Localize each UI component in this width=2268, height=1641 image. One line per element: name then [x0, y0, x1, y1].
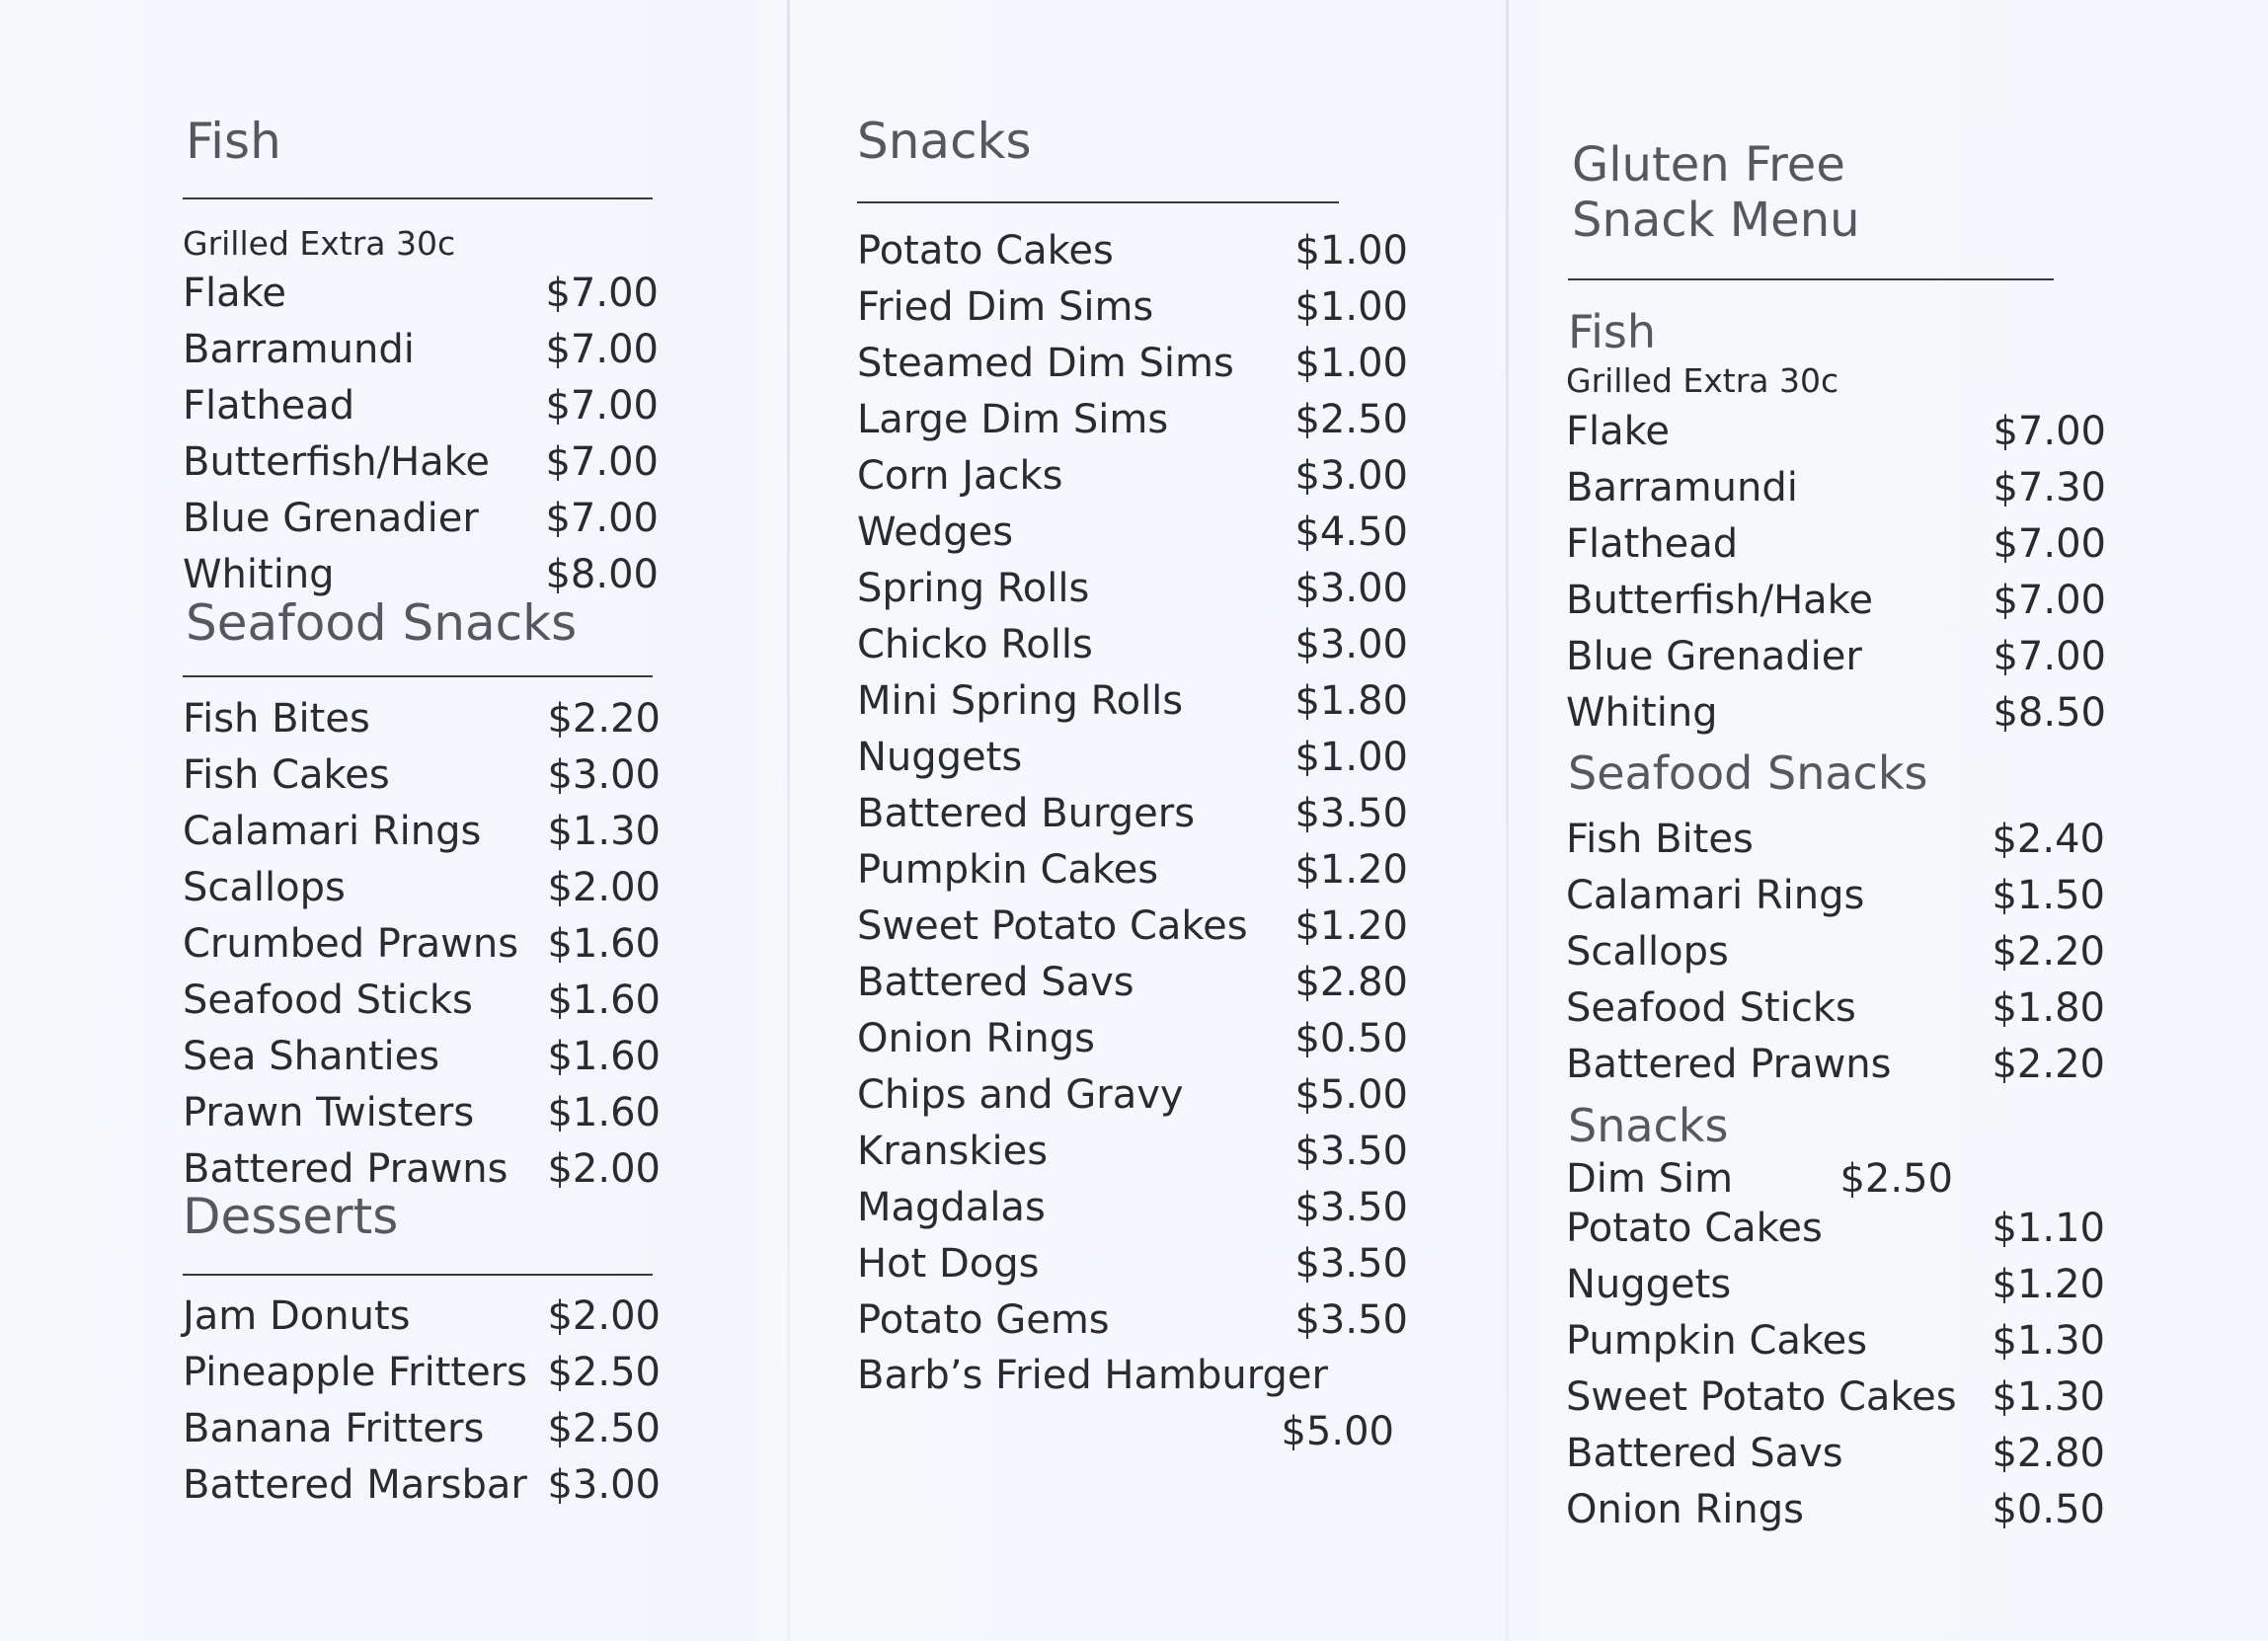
item-price: $2.00	[547, 1146, 661, 1192]
item-name: Potato Gems	[857, 1297, 1110, 1343]
item-name: Barb’s Fried Hamburger	[857, 1353, 1328, 1398]
item-name: Seafood Sticks	[1566, 985, 1856, 1031]
item-name: Flake	[1566, 409, 1670, 454]
item-price: $7.30	[1993, 465, 2106, 510]
item-name: Potato Cakes	[1566, 1206, 1823, 1251]
item-name: Spring Rolls	[857, 566, 1090, 611]
item-price: $2.20	[1992, 1042, 2105, 1087]
item-name: Flathead	[183, 383, 355, 429]
section-divider	[183, 675, 653, 677]
item-name: Magdalas	[857, 1185, 1046, 1230]
item-price: $1.00	[1294, 228, 1408, 274]
item-price: $7.00	[1993, 409, 2106, 454]
item-name: Chips and Gravy	[857, 1072, 1184, 1118]
section-title-fish-gf: Fish	[1568, 305, 1657, 358]
item-name: Barramundi	[183, 327, 415, 372]
item-name: Fish Cakes	[183, 752, 390, 798]
menu-title-line2: Snack Menu	[1572, 193, 1860, 248]
item-name: Banana Fritters	[183, 1406, 485, 1451]
item-price: $1.00	[1294, 284, 1408, 330]
section-divider	[1568, 278, 2054, 280]
item-name: Battered Marsbar	[183, 1462, 527, 1508]
item-name: Battered Savs	[1566, 1431, 1843, 1476]
item-price: $0.50	[1992, 1487, 2105, 1532]
item-price: $2.40	[1992, 817, 2105, 862]
item-price: $3.00	[1294, 622, 1408, 667]
item-price: $3.50	[1294, 1185, 1408, 1230]
item-name: Flathead	[1566, 521, 1739, 567]
item-name: Scallops	[183, 865, 346, 910]
item-name: Whiting	[183, 552, 335, 597]
item-name: Calamari Rings	[1566, 873, 1865, 918]
item-price: $8.50	[1993, 690, 2106, 736]
item-name: Prawn Twisters	[183, 1090, 475, 1135]
item-price: $1.60	[547, 1090, 661, 1135]
fold-line-right	[1506, 0, 1509, 1641]
item-price: $1.00	[1294, 735, 1408, 780]
item-price: $2.80	[1992, 1431, 2105, 1476]
item-price: $1.60	[547, 977, 661, 1023]
item-name: Pineapple Fritters	[183, 1350, 527, 1395]
item-name: Battered Burgers	[857, 791, 1196, 836]
item-price: $2.20	[547, 696, 661, 742]
item-price: $3.00	[1294, 566, 1408, 611]
item-name: Pumpkin Cakes	[857, 847, 1159, 893]
item-price: $7.00	[545, 439, 659, 485]
item-price: $3.50	[1294, 1129, 1408, 1174]
item-price: $5.00	[1281, 1409, 1394, 1454]
item-name: Barramundi	[1566, 465, 1798, 510]
item-name: Whiting	[1566, 690, 1718, 736]
item-price: $1.60	[547, 1034, 661, 1079]
section-title-snacks-gf: Snacks	[1568, 1099, 1729, 1152]
item-price: $5.00	[1294, 1072, 1408, 1118]
item-name: Onion Rings	[1566, 1487, 1804, 1532]
item-name: Large Dim Sims	[857, 397, 1169, 442]
section-divider	[183, 197, 653, 199]
section-title-seafood-snacks: Seafood Snacks	[186, 594, 578, 652]
section-title-snacks: Snacks	[857, 113, 1032, 170]
item-name: Jam Donuts	[183, 1293, 411, 1339]
item-price: $7.00	[545, 327, 659, 372]
item-name: Nuggets	[1566, 1262, 1732, 1307]
item-name: Blue Grenadier	[1566, 634, 1862, 679]
item-name: Steamed Dim Sims	[857, 341, 1234, 386]
item-name: Chicko Rolls	[857, 622, 1093, 667]
item-name: Kranskies	[857, 1129, 1049, 1174]
item-price: $1.00	[1294, 341, 1408, 386]
item-name: Fried Dim Sims	[857, 284, 1154, 330]
item-price: $1.30	[1992, 1374, 2105, 1420]
item-price: $7.00	[1993, 578, 2106, 623]
item-name: Pumpkin Cakes	[1566, 1318, 1868, 1364]
item-price: $3.50	[1294, 1241, 1408, 1287]
item-name: Sweet Potato Cakes	[1566, 1374, 1957, 1420]
item-name: Sweet Potato Cakes	[857, 903, 1248, 949]
item-name: Dim Sim	[1566, 1156, 1734, 1202]
grilled-note: Grilled Extra 30c	[183, 224, 456, 263]
item-price: $2.50	[1294, 397, 1408, 442]
item-name: Fish Bites	[1566, 817, 1754, 862]
item-name: Battered Prawns	[183, 1146, 508, 1192]
item-price: $1.30	[1992, 1318, 2105, 1364]
item-price: $3.50	[1294, 1297, 1408, 1343]
item-price: $3.00	[547, 1462, 661, 1508]
item-name: Sea Shanties	[183, 1034, 440, 1079]
item-name: Battered Prawns	[1566, 1042, 1892, 1087]
item-price: $1.80	[1294, 678, 1408, 724]
item-price: $3.50	[1294, 791, 1408, 836]
item-price: $1.50	[1992, 873, 2105, 918]
item-price: $7.00	[1993, 521, 2106, 567]
item-price: $8.00	[545, 552, 659, 597]
item-name: Wedges	[857, 509, 1014, 555]
section-title-seafood-snacks-gf: Seafood Snacks	[1568, 746, 1928, 800]
item-price: $7.00	[545, 271, 659, 316]
item-name: Fish Bites	[183, 696, 370, 742]
fold-line-left	[787, 0, 790, 1641]
item-price: $2.00	[547, 865, 661, 910]
item-name: Butterfish/Hake	[183, 439, 491, 485]
item-price: $1.60	[547, 921, 661, 967]
item-name: Crumbed Prawns	[183, 921, 519, 967]
menu-title-line1: Gluten Free	[1572, 137, 1845, 193]
section-divider	[183, 1274, 653, 1276]
item-price: $1.20	[1294, 903, 1408, 949]
item-price: $2.50	[1839, 1156, 1953, 1202]
item-name: Scallops	[1566, 929, 1729, 975]
item-price: $7.00	[1993, 634, 2106, 679]
item-price: $1.10	[1992, 1206, 2105, 1251]
item-price: $2.50	[547, 1350, 661, 1395]
item-name: Nuggets	[857, 735, 1023, 780]
item-price: $1.20	[1294, 847, 1408, 893]
item-price: $3.00	[547, 752, 661, 798]
item-name: Calamari Rings	[183, 809, 482, 854]
item-name: Onion Rings	[857, 1016, 1095, 1061]
item-name: Corn Jacks	[857, 453, 1063, 499]
item-price: $1.30	[547, 809, 661, 854]
grilled-note-gf: Grilled Extra 30c	[1566, 361, 1839, 400]
item-name: Butterfish/Hake	[1566, 578, 1874, 623]
item-name: Potato Cakes	[857, 228, 1114, 274]
section-title-desserts: Desserts	[183, 1188, 399, 1245]
item-name: Battered Savs	[857, 960, 1134, 1005]
section-divider	[857, 201, 1339, 203]
item-price: $2.80	[1294, 960, 1408, 1005]
item-price: $3.00	[1294, 453, 1408, 499]
item-name: Seafood Sticks	[183, 977, 473, 1023]
item-name: Mini Spring Rolls	[857, 678, 1184, 724]
item-price: $1.20	[1992, 1262, 2105, 1307]
item-price: $2.50	[547, 1406, 661, 1451]
item-price: $2.20	[1992, 929, 2105, 975]
item-name: Hot Dogs	[857, 1241, 1040, 1287]
item-price: $7.00	[545, 383, 659, 429]
item-name: Blue Grenadier	[183, 496, 479, 541]
item-price: $7.00	[545, 496, 659, 541]
item-price: $0.50	[1294, 1016, 1408, 1061]
item-price: $2.00	[547, 1293, 661, 1339]
item-price: $4.50	[1294, 509, 1408, 555]
item-name: Flake	[183, 271, 286, 316]
item-price: $1.80	[1992, 985, 2105, 1031]
section-title-fish: Fish	[186, 113, 281, 170]
